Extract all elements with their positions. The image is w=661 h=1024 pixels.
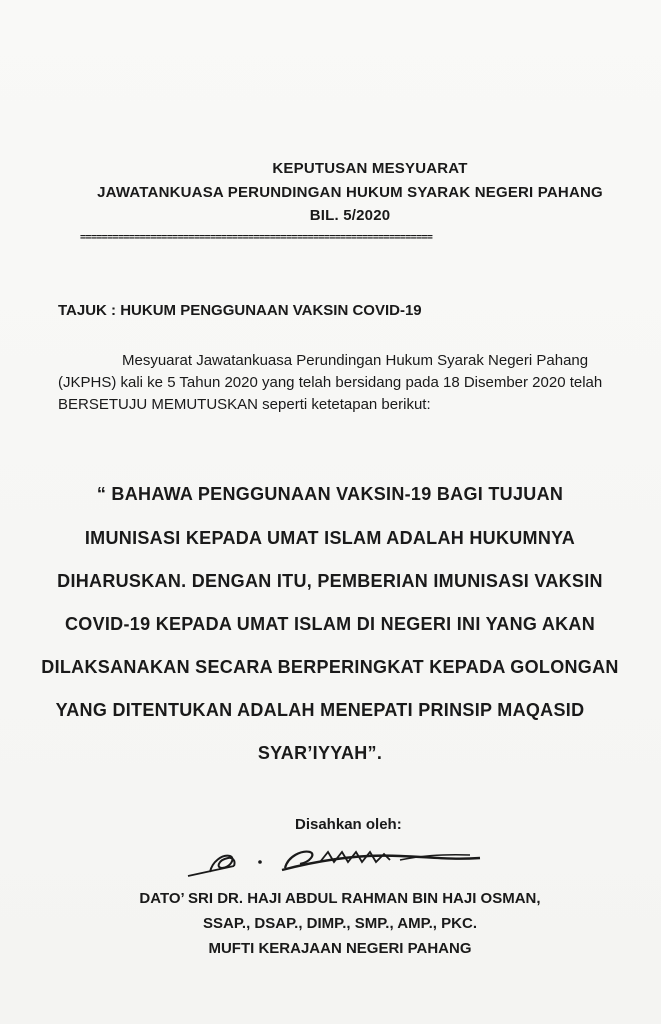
decision-line: IMUNISASI KEPADA UMAT ISLAM ADALAH HUKUMNYA xyxy=(84,528,576,548)
signatory-name: DATO’ SRI DR. HAJI ABDUL RAHMAN BIN HAJI OSMAN, xyxy=(139,890,541,907)
decision-line: DILAKSANAKAN SECARA BERPERINGKAT KEPADA GOLONGAN xyxy=(41,657,619,677)
decision-line: YANG DITENTUKAN ADALAH MENEPATI PRINSIP MAQASID xyxy=(55,700,585,720)
signatory-titles: SSAP., DSAP., DIMP., SMP., AMP., PKC. xyxy=(203,915,477,932)
decision-line: COVID-19 KEPADA UMAT ISLAM DI NEGERI INI YANG AKAN xyxy=(64,614,596,634)
header-separator: ================================================================= xyxy=(80,232,433,243)
body-paragraph: Mesyuarat Jawatankuasa Perundingan Hukum Syarak Negeri Pahang (JKPHS) kali ke 5 Tahun 2020 yang telah bersidang pada 18 Disember 2020 telah BERSETUJU MEMUTUSKAN seperti ketetapan berikut: xyxy=(58,352,603,413)
header-number: BIL. 5/2020 xyxy=(309,207,391,224)
header-committee: JAWATANKUASA PERUNDINGAN HUKUM SYARAK NEGERI PAHANG xyxy=(97,184,603,201)
approved-by-label: Disahkan oleh: xyxy=(295,816,402,833)
decision-line: SYAR’IYYAH”. xyxy=(257,743,383,763)
decision-line: “ BAHAWA PENGGUNAAN VAKSIN-19 BAGI TUJUAN xyxy=(96,484,564,504)
header-title: KEPUTUSAN MESYUARAT xyxy=(272,160,468,177)
subject-heading: TAJUK : HUKUM PENGGUNAAN VAKSIN COVID-19 xyxy=(58,302,422,319)
signatory-position: MUFTI KERAJAAN NEGERI PAHANG xyxy=(208,940,472,957)
handwritten-signature xyxy=(170,838,490,878)
decision-line: DIHARUSKAN. DENGAN ITU, PEMBERIAN IMUNISASI VAKSIN xyxy=(57,571,603,591)
